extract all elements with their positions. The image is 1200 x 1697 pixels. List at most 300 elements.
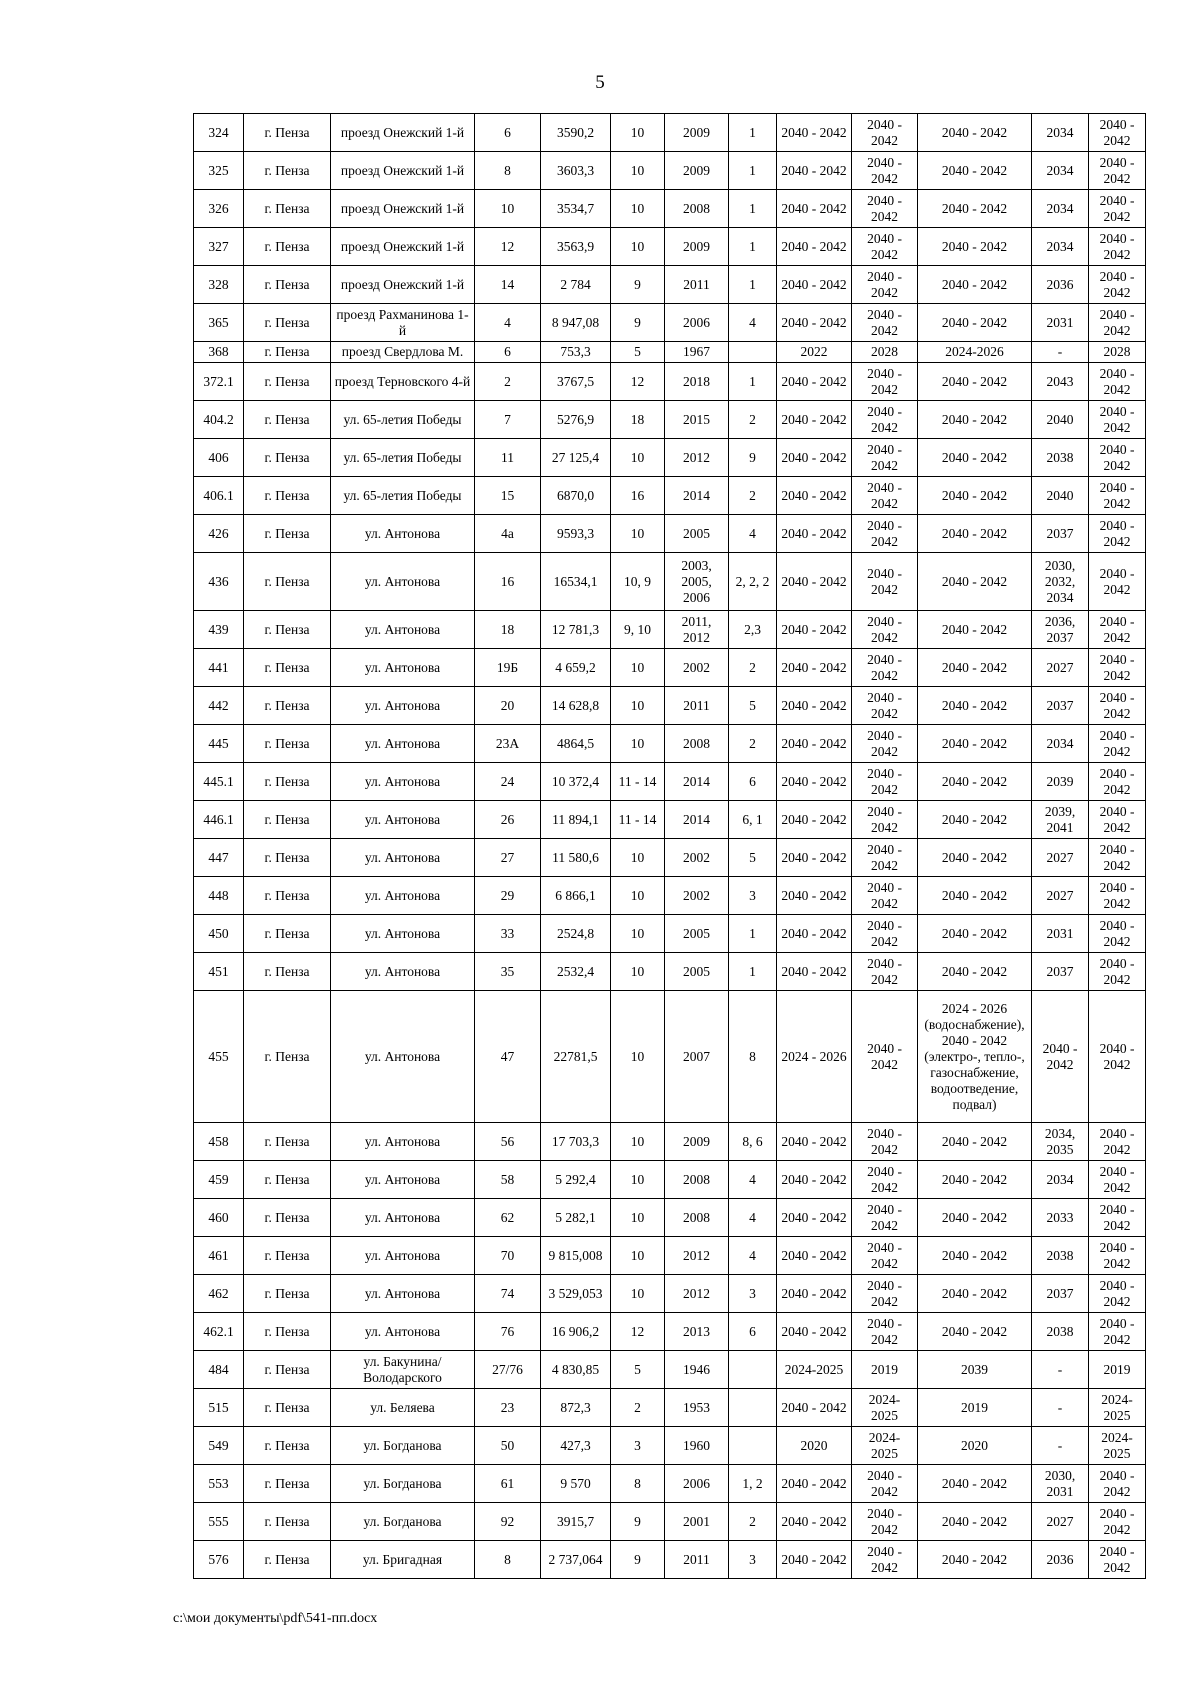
cell-term-1: 2040 - 2042 (777, 114, 852, 152)
cell-house-number: 12 (475, 228, 541, 266)
cell-year-built: 2012 (665, 439, 729, 477)
cell-term-3: 2040 - 2042 (918, 611, 1032, 649)
cell-street: ул. 65-летия Победы (331, 401, 475, 439)
cell-term-3: 2040 - 2042 (918, 649, 1032, 687)
cell-city: г. Пенза (244, 401, 331, 439)
cell-area: 27 125,4 (541, 439, 611, 477)
cell-term-3: 2040 - 2042 (918, 152, 1032, 190)
cell-area: 3 529,053 (541, 1275, 611, 1313)
table-row (194, 1123, 1146, 1161)
cell-term-4: 2030, 2031 (1032, 1465, 1089, 1503)
cell-term-4: 2034 (1032, 1161, 1089, 1199)
cell-area: 753,3 (541, 342, 611, 363)
cell-section: 1 (729, 228, 777, 266)
cell-section: 2 (729, 477, 777, 515)
cell-term-4: 2034 (1032, 152, 1089, 190)
cell-term-1: 2022 (777, 342, 852, 363)
cell-term-2: 2040 - 2042 (852, 401, 918, 439)
cell-section: 5 (729, 839, 777, 877)
cell-section: 3 (729, 1275, 777, 1313)
cell-house-number: 8 (475, 152, 541, 190)
cell-city: г. Пенза (244, 1199, 331, 1237)
cell-term-5: 2019 (1089, 1351, 1146, 1389)
cell-year-built: 2005 (665, 915, 729, 953)
cell-term-2: 2028 (852, 342, 918, 363)
cell-floors: 10 (611, 953, 665, 991)
cell-term-4: 2034 (1032, 190, 1089, 228)
cell-year-built: 1960 (665, 1427, 729, 1465)
cell-city: г. Пенза (244, 1123, 331, 1161)
cell-area: 2532,4 (541, 953, 611, 991)
cell-term-5: 2040 - 2042 (1089, 687, 1146, 725)
cell-section: 1 (729, 152, 777, 190)
cell-term-5: 2040 - 2042 (1089, 801, 1146, 839)
cell-area: 9 815,008 (541, 1237, 611, 1275)
cell-section: 1 (729, 190, 777, 228)
cell-term-1: 2040 - 2042 (777, 1161, 852, 1199)
cell-term-5: 2040 - 2042 (1089, 649, 1146, 687)
cell-term-1: 2040 - 2042 (777, 152, 852, 190)
table-row (194, 611, 1146, 649)
table-row (194, 1389, 1146, 1427)
cell-term-3: 2040 - 2042 (918, 1503, 1032, 1541)
cell-term-3: 2040 - 2042 (918, 553, 1032, 611)
cell-floors: 3 (611, 1427, 665, 1465)
cell-term-2: 2040 - 2042 (852, 363, 918, 401)
cell-term-1: 2040 - 2042 (777, 1503, 852, 1541)
cell-floors: 10 (611, 687, 665, 725)
cell-city: г. Пенза (244, 1351, 331, 1389)
cell-term-1: 2040 - 2042 (777, 1465, 852, 1503)
cell-city: г. Пенза (244, 611, 331, 649)
cell-house-number: 58 (475, 1161, 541, 1199)
table-row (194, 839, 1146, 877)
cell-street: ул. Антонова (331, 1275, 475, 1313)
cell-term-3: 2040 - 2042 (918, 877, 1032, 915)
cell-year-built: 2009 (665, 228, 729, 266)
table-row (194, 553, 1146, 611)
cell-floors: 10 (611, 515, 665, 553)
cell-area: 22781,5 (541, 991, 611, 1123)
cell-term-5: 2040 - 2042 (1089, 1313, 1146, 1351)
cell-year-built: 1946 (665, 1351, 729, 1389)
cell-section: 8 (729, 991, 777, 1123)
cell-term-1: 2040 - 2042 (777, 363, 852, 401)
cell-row-number: 442 (194, 687, 244, 725)
cell-term-2: 2040 - 2042 (852, 839, 918, 877)
cell-term-5: 2040 - 2042 (1089, 839, 1146, 877)
cell-term-3: 2040 - 2042 (918, 687, 1032, 725)
cell-term-5: 2040 - 2042 (1089, 190, 1146, 228)
cell-term-5: 2040 - 2042 (1089, 1199, 1146, 1237)
cell-term-2: 2040 - 2042 (852, 1275, 918, 1313)
cell-city: г. Пенза (244, 477, 331, 515)
cell-term-3: 2040 - 2042 (918, 1541, 1032, 1579)
cell-term-2: 2040 - 2042 (852, 228, 918, 266)
cell-term-1: 2040 - 2042 (777, 1123, 852, 1161)
cell-term-4: 2034 (1032, 228, 1089, 266)
cell-city: г. Пенза (244, 1313, 331, 1351)
cell-city: г. Пенза (244, 152, 331, 190)
cell-term-4: 2040 - 2042 (1032, 991, 1089, 1123)
table-row (194, 266, 1146, 304)
cell-term-4: 2043 (1032, 363, 1089, 401)
cell-term-4: 2027 (1032, 649, 1089, 687)
cell-area: 8 947,08 (541, 304, 611, 342)
cell-city: г. Пенза (244, 114, 331, 152)
cell-house-number: 18 (475, 611, 541, 649)
cell-section: 2 (729, 725, 777, 763)
cell-area: 10 372,4 (541, 763, 611, 801)
cell-term-4: 2038 (1032, 1237, 1089, 1275)
cell-street: проезд Онежский 1-й (331, 266, 475, 304)
cell-year-built: 2008 (665, 1199, 729, 1237)
cell-house-number: 23А (475, 725, 541, 763)
cell-term-2: 2040 - 2042 (852, 763, 918, 801)
cell-year-built: 2008 (665, 1161, 729, 1199)
cell-city: г. Пенза (244, 687, 331, 725)
cell-city: г. Пенза (244, 915, 331, 953)
cell-term-3: 2040 - 2042 (918, 1275, 1032, 1313)
cell-section: 1 (729, 266, 777, 304)
cell-row-number: 448 (194, 877, 244, 915)
cell-city: г. Пенза (244, 363, 331, 401)
cell-city: г. Пенза (244, 1465, 331, 1503)
cell-term-3: 2024 - 2026 (водоснабжение), 2040 - 2042 (электро-, тепло-, газоснабжение, водоотведение, подвал) (918, 991, 1032, 1123)
cell-area: 2 737,064 (541, 1541, 611, 1579)
cell-term-4: 2037 (1032, 1275, 1089, 1313)
cell-floors: 10 (611, 1161, 665, 1199)
cell-floors: 10 (611, 839, 665, 877)
table-row (194, 1161, 1146, 1199)
cell-term-2: 2040 - 2042 (852, 1313, 918, 1351)
cell-section: 6 (729, 1313, 777, 1351)
cell-area: 3534,7 (541, 190, 611, 228)
cell-year-built: 2007 (665, 991, 729, 1123)
cell-city: г. Пенза (244, 1389, 331, 1427)
table-row (194, 763, 1146, 801)
cell-street: проезд Онежский 1-й (331, 190, 475, 228)
cell-row-number: 460 (194, 1199, 244, 1237)
table-row (194, 228, 1146, 266)
cell-term-2: 2040 - 2042 (852, 515, 918, 553)
cell-house-number: 74 (475, 1275, 541, 1313)
cell-year-built: 2008 (665, 725, 729, 763)
cell-term-1: 2040 - 2042 (777, 839, 852, 877)
cell-floors: 9 (611, 1541, 665, 1579)
cell-house-number: 14 (475, 266, 541, 304)
cell-term-2: 2040 - 2042 (852, 687, 918, 725)
table-body (194, 114, 1146, 1579)
cell-term-4: 2027 (1032, 839, 1089, 877)
cell-floors: 10 (611, 228, 665, 266)
cell-street: проезд Онежский 1-й (331, 228, 475, 266)
cell-term-3: 2040 - 2042 (918, 515, 1032, 553)
cell-term-5: 2040 - 2042 (1089, 1237, 1146, 1275)
cell-term-5: 2040 - 2042 (1089, 304, 1146, 342)
cell-term-2: 2040 - 2042 (852, 266, 918, 304)
cell-area: 16534,1 (541, 553, 611, 611)
cell-term-1: 2040 - 2042 (777, 1237, 852, 1275)
cell-house-number: 7 (475, 401, 541, 439)
cell-year-built: 2002 (665, 877, 729, 915)
cell-row-number: 462.1 (194, 1313, 244, 1351)
cell-street: ул. Антонова (331, 515, 475, 553)
cell-street: проезд Онежский 1-й (331, 152, 475, 190)
cell-term-4: 2034, 2035 (1032, 1123, 1089, 1161)
cell-term-5: 2024- 2025 (1089, 1427, 1146, 1465)
cell-term-5: 2040 - 2042 (1089, 477, 1146, 515)
cell-area: 3915,7 (541, 1503, 611, 1541)
cell-term-4: 2033 (1032, 1199, 1089, 1237)
cell-street: ул. Антонова (331, 1199, 475, 1237)
cell-term-3: 2040 - 2042 (918, 439, 1032, 477)
cell-house-number: 33 (475, 915, 541, 953)
cell-floors: 10 (611, 1199, 665, 1237)
cell-area: 5 282,1 (541, 1199, 611, 1237)
cell-term-2: 2040 - 2042 (852, 553, 918, 611)
cell-street: ул. Богданова (331, 1503, 475, 1541)
cell-house-number: 76 (475, 1313, 541, 1351)
cell-section: 6 (729, 763, 777, 801)
cell-row-number: 576 (194, 1541, 244, 1579)
cell-house-number: 4 (475, 304, 541, 342)
cell-house-number: 15 (475, 477, 541, 515)
cell-term-5: 2040 - 2042 (1089, 152, 1146, 190)
cell-floors: 5 (611, 1351, 665, 1389)
table-row (194, 801, 1146, 839)
cell-term-3: 2040 - 2042 (918, 401, 1032, 439)
cell-year-built: 2006 (665, 1465, 729, 1503)
cell-year-built: 2012 (665, 1275, 729, 1313)
cell-year-built: 2012 (665, 1237, 729, 1275)
cell-floors: 10 (611, 190, 665, 228)
cell-area: 16 906,2 (541, 1313, 611, 1351)
cell-year-built: 2014 (665, 763, 729, 801)
cell-street: ул. Антонова (331, 953, 475, 991)
cell-area: 9593,3 (541, 515, 611, 553)
cell-term-1: 2040 - 2042 (777, 266, 852, 304)
page-number: 5 (595, 72, 605, 93)
footer-file-path: c:\мои документы\pdf\541-пп.docx (173, 1611, 378, 1626)
cell-term-3: 2040 - 2042 (918, 1313, 1032, 1351)
cell-term-3: 2024-2026 (918, 342, 1032, 363)
cell-term-4: 2037 (1032, 687, 1089, 725)
cell-area: 12 781,3 (541, 611, 611, 649)
cell-year-built: 2011 (665, 687, 729, 725)
cell-street: ул. Антонова (331, 915, 475, 953)
cell-year-built: 2005 (665, 515, 729, 553)
cell-section: 4 (729, 304, 777, 342)
cell-house-number: 92 (475, 1503, 541, 1541)
cell-term-3: 2040 - 2042 (918, 1161, 1032, 1199)
cell-term-5: 2024- 2025 (1089, 1389, 1146, 1427)
cell-section (729, 1427, 777, 1465)
cell-term-1: 2040 - 2042 (777, 1275, 852, 1313)
cell-floors: 10 (611, 114, 665, 152)
cell-section: 2 (729, 649, 777, 687)
cell-term-5: 2040 - 2042 (1089, 439, 1146, 477)
cell-term-2: 2040 - 2042 (852, 611, 918, 649)
cell-year-built: 2009 (665, 152, 729, 190)
cell-section: 9 (729, 439, 777, 477)
cell-term-4: - (1032, 1351, 1089, 1389)
cell-term-5: 2040 - 2042 (1089, 953, 1146, 991)
table-row (194, 1313, 1146, 1351)
table-row (194, 304, 1146, 342)
cell-city: г. Пенза (244, 553, 331, 611)
cell-year-built: 2002 (665, 839, 729, 877)
table-row (194, 915, 1146, 953)
cell-term-5: 2040 - 2042 (1089, 991, 1146, 1123)
cell-street: ул. Антонова (331, 1123, 475, 1161)
cell-section: 8, 6 (729, 1123, 777, 1161)
cell-city: г. Пенза (244, 1161, 331, 1199)
cell-term-1: 2040 - 2042 (777, 687, 852, 725)
cell-term-4: 2034 (1032, 725, 1089, 763)
cell-row-number: 324 (194, 114, 244, 152)
cell-section: 5 (729, 687, 777, 725)
table-row (194, 1541, 1146, 1579)
cell-row-number: 445 (194, 725, 244, 763)
cell-area: 11 580,6 (541, 839, 611, 877)
cell-floors: 9 (611, 1503, 665, 1541)
cell-house-number: 62 (475, 1199, 541, 1237)
cell-city: г. Пенза (244, 877, 331, 915)
cell-street: ул. Бакунина/ Володарского (331, 1351, 475, 1389)
cell-term-4: 2036 (1032, 1541, 1089, 1579)
cell-floors: 9 (611, 266, 665, 304)
cell-area: 3563,9 (541, 228, 611, 266)
table-row (194, 342, 1146, 363)
cell-city: г. Пенза (244, 725, 331, 763)
cell-floors: 10 (611, 991, 665, 1123)
cell-term-1: 2040 - 2042 (777, 763, 852, 801)
cell-term-1: 2040 - 2042 (777, 1313, 852, 1351)
cell-house-number: 11 (475, 439, 541, 477)
cell-term-3: 2040 - 2042 (918, 763, 1032, 801)
cell-area: 2524,8 (541, 915, 611, 953)
cell-floors: 18 (611, 401, 665, 439)
cell-term-5: 2040 - 2042 (1089, 1541, 1146, 1579)
cell-year-built: 2001 (665, 1503, 729, 1541)
cell-section: 3 (729, 877, 777, 915)
cell-term-3: 2040 - 2042 (918, 839, 1032, 877)
cell-term-2: 2040 - 2042 (852, 991, 918, 1123)
cell-area: 4 659,2 (541, 649, 611, 687)
cell-section (729, 1351, 777, 1389)
cell-term-3: 2040 - 2042 (918, 363, 1032, 401)
cell-row-number: 365 (194, 304, 244, 342)
cell-area: 11 894,1 (541, 801, 611, 839)
cell-city: г. Пенза (244, 342, 331, 363)
cell-area: 5276,9 (541, 401, 611, 439)
cell-house-number: 27 (475, 839, 541, 877)
cell-term-1: 2040 - 2042 (777, 649, 852, 687)
cell-section: 2 (729, 401, 777, 439)
cell-term-5: 2040 - 2042 (1089, 1503, 1146, 1541)
cell-term-4: 2036, 2037 (1032, 611, 1089, 649)
cell-term-1: 2040 - 2042 (777, 611, 852, 649)
cell-house-number: 26 (475, 801, 541, 839)
cell-row-number: 515 (194, 1389, 244, 1427)
cell-floors: 10 (611, 1123, 665, 1161)
cell-term-3: 2040 - 2042 (918, 1237, 1032, 1275)
cell-year-built: 2002 (665, 649, 729, 687)
cell-year-built: 1967 (665, 342, 729, 363)
cell-term-2: 2040 - 2042 (852, 1541, 918, 1579)
cell-term-4: 2034 (1032, 114, 1089, 152)
cell-term-3: 2040 - 2042 (918, 477, 1032, 515)
cell-house-number: 2 (475, 363, 541, 401)
cell-city: г. Пенза (244, 439, 331, 477)
cell-row-number: 404.2 (194, 401, 244, 439)
cell-term-3: 2020 (918, 1427, 1032, 1465)
cell-section: 4 (729, 1237, 777, 1275)
cell-area: 3603,3 (541, 152, 611, 190)
cell-term-2: 2040 - 2042 (852, 1161, 918, 1199)
cell-term-2: 2040 - 2042 (852, 1503, 918, 1541)
cell-floors: 10 (611, 649, 665, 687)
cell-term-3: 2039 (918, 1351, 1032, 1389)
cell-term-2: 2040 - 2042 (852, 190, 918, 228)
cell-street: ул. Бригадная (331, 1541, 475, 1579)
cell-floors: 10 (611, 439, 665, 477)
cell-term-4: 2040 (1032, 477, 1089, 515)
cell-term-3: 2040 - 2042 (918, 266, 1032, 304)
cell-term-4: 2030, 2032, 2034 (1032, 553, 1089, 611)
cell-term-3: 2040 - 2042 (918, 1465, 1032, 1503)
cell-row-number: 326 (194, 190, 244, 228)
cell-term-4: 2031 (1032, 915, 1089, 953)
table-row (194, 953, 1146, 991)
cell-city: г. Пенза (244, 1503, 331, 1541)
cell-term-3: 2040 - 2042 (918, 304, 1032, 342)
cell-year-built: 2011 (665, 266, 729, 304)
cell-city: г. Пенза (244, 649, 331, 687)
cell-city: г. Пенза (244, 801, 331, 839)
cell-street: проезд Свердлова М. (331, 342, 475, 363)
buildings-table (193, 113, 1146, 1579)
cell-term-4: 2038 (1032, 439, 1089, 477)
cell-floors: 10 (611, 877, 665, 915)
cell-street: ул. Антонова (331, 801, 475, 839)
cell-term-2: 2040 - 2042 (852, 1199, 918, 1237)
table-row (194, 1503, 1146, 1541)
cell-house-number: 35 (475, 953, 541, 991)
cell-section: 1 (729, 953, 777, 991)
cell-term-2: 2040 - 2042 (852, 304, 918, 342)
cell-term-2: 2024- 2025 (852, 1389, 918, 1427)
cell-term-2: 2040 - 2042 (852, 953, 918, 991)
cell-term-1: 2040 - 2042 (777, 304, 852, 342)
cell-term-4: 2039, 2041 (1032, 801, 1089, 839)
cell-house-number: 24 (475, 763, 541, 801)
cell-row-number: 462 (194, 1275, 244, 1313)
cell-term-2: 2040 - 2042 (852, 114, 918, 152)
cell-house-number: 27/76 (475, 1351, 541, 1389)
cell-term-5: 2040 - 2042 (1089, 1465, 1146, 1503)
cell-year-built: 2008 (665, 190, 729, 228)
table-row (194, 439, 1146, 477)
table-row (194, 401, 1146, 439)
cell-area: 2 784 (541, 266, 611, 304)
cell-term-2: 2040 - 2042 (852, 649, 918, 687)
cell-term-4: 2040 (1032, 401, 1089, 439)
cell-row-number: 451 (194, 953, 244, 991)
cell-row-number: 328 (194, 266, 244, 304)
cell-row-number: 459 (194, 1161, 244, 1199)
